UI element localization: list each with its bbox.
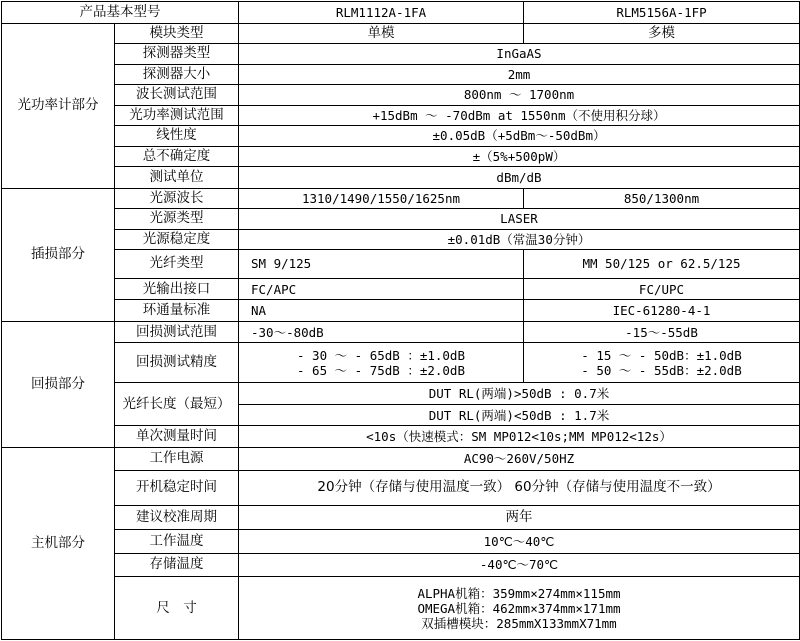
value-shared: 10℃～40℃ [239,530,800,554]
table-row [2,426,800,448]
row-label: 光纤长度（最短） [115,383,239,426]
table-row [2,23,800,44]
table-row [2,64,800,85]
value-shared: ±（5%+500pW） [239,146,800,167]
value-a: SM 9/125 [239,250,524,279]
row-label: 模块类型 [115,23,239,44]
row-label: 环通量标准 [115,300,239,322]
row-label: 探测器大小 [115,64,239,85]
value-shared: 20分钟（存储与使用温度一致） 60分钟（存储与使用温度不一致） [239,470,800,506]
row-label: 单次测量时间 [115,426,239,448]
value-a: 1310/1490/1550/1625nm [239,188,524,209]
value-shared: +15dBm ～ -70dBm at 1550nm（不使用积分球） [239,105,800,126]
table-row [2,85,800,106]
accuracy-b-line-1: - 15 ～ - 50dB：±1.0dB [581,347,742,363]
table-row [2,506,800,530]
value-b [524,343,800,383]
table-row [2,383,800,405]
value-b: 多模 [524,23,800,44]
value-shared: ±0.01dB（常温30分钟） [239,229,800,250]
value-a: FC/APC [239,278,524,300]
row-label: 线性度 [115,126,239,147]
value-a: 单模 [239,23,524,44]
table-row [2,126,800,147]
row-label: 波长测试范围 [115,85,239,106]
row-label: 建议校准周期 [115,506,239,530]
value-a: NA [239,300,524,322]
row-label: 光源波长 [115,188,239,209]
row-label: 光输出接口 [115,278,239,300]
fiber-length-line-1: DUT RL(两端)>50dB : 0.7米 [239,383,800,405]
table-row [2,553,800,577]
table-row [2,44,800,65]
table-row [2,167,800,189]
table-row [2,146,800,167]
table-row [2,250,800,279]
value-shared: 800nm ～ 1700nm [239,85,800,106]
model-b-header: RLM5156A-1FP [524,2,800,24]
table-row [2,343,800,383]
accuracy-a-line-1: - 30 ～ - 65dB ：±1.0dB [297,347,465,363]
value-b: IEC-61280-4-1 [524,300,800,322]
accuracy-b-line-2: - 50 ～ - 55dB：±2.0dB [581,362,742,378]
row-label: 光纤类型 [115,250,239,279]
row-label: 工作电源 [115,447,239,470]
table-row [2,105,800,126]
section-optical-power: 光功率计部分 [2,23,115,188]
table-row [2,278,800,300]
row-label: 探测器类型 [115,44,239,65]
table-row [2,577,800,640]
value-shared: ±0.05dB（+5dBm～-50dBm） [239,126,800,147]
row-label: 工作温度 [115,530,239,554]
table-row [2,321,800,343]
value-shared: LASER [239,209,800,230]
row-label: 总不确定度 [115,146,239,167]
row-label: 光源稳定度 [115,229,239,250]
value-shared: AC90～260V/50HZ [239,447,800,470]
value-shared: InGaAS [239,44,800,65]
value-b: FC/UPC [524,278,800,300]
row-label: 尺 寸 [115,577,239,640]
section-return-loss: 回损部分 [2,321,115,447]
value-a: -30～-80dB [239,321,524,343]
value-shared: dBm/dB [239,167,800,189]
dimensions-line-3: 双插槽模块：285mmX133mmX71mm [421,615,617,631]
value-b: 850/1300nm [524,188,800,209]
row-label: 光功率测试范围 [115,105,239,126]
dimensions-line-2: OMEGA机箱：462mm×374mm×171mm [417,600,621,616]
dimensions-line-1: ALPHA机箱：359mm×274mm×115mm [417,585,621,601]
row-label: 光源类型 [115,209,239,230]
spec-table [1,1,800,640]
section-insertion-loss: 插损部分 [2,188,115,321]
table-row [2,188,800,209]
value-shared: 两年 [239,506,800,530]
table-row [2,229,800,250]
value-shared: 2mm [239,64,800,85]
row-label: 测试单位 [115,167,239,189]
table-row [2,470,800,506]
accuracy-a-line-2: - 65 ～ - 75dB ：±2.0dB [297,362,465,378]
row-label: 开机稳定时间 [115,470,239,506]
section-mainframe: 主机部分 [2,447,115,639]
table-row [2,209,800,230]
row-label: 存储温度 [115,553,239,577]
value-shared [239,577,800,640]
table-row [2,447,800,470]
header-row [2,2,800,24]
table-row [2,530,800,554]
model-a-header: RLM1112A-1FA [239,2,524,24]
value-shared: <10s（快速模式：SM MP012<10s;MM MP012<12s） [239,426,800,448]
value-shared: -40℃～70℃ [239,553,800,577]
row-label: 回损测试精度 [115,343,239,383]
value-a [239,343,524,383]
value-b: MM 50/125 or 62.5/125 [524,250,800,279]
value-b: -15～-55dB [524,321,800,343]
row-label: 回损测试范围 [115,321,239,343]
table-row [2,300,800,322]
fiber-length-line-2: DUT RL(两端)<50dB : 1.7米 [239,404,800,426]
header-title: 产品基本型号 [2,2,239,24]
